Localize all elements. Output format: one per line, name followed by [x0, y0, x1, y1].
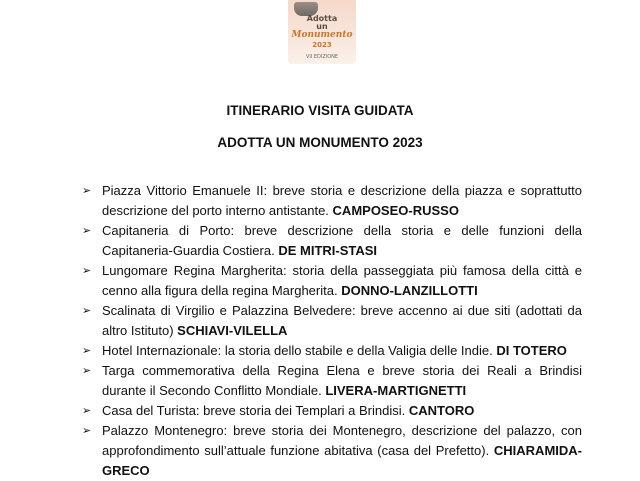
item-authors: DONNO-LANZILLOTTI — [341, 283, 478, 298]
document-title: ITINERARIO VISITA GUIDATA — [226, 103, 414, 118]
item-text: Lungomare Regina Margherita: storia della passeggiata più famosa della città e cenno alla figura della regina Margherita. — [102, 263, 582, 298]
item-text: Targa commemorativa della Regina Elena e breve storia dei Reali a Brindisi durante il Secondo Conflitto Mondiale. — [102, 363, 582, 398]
logo-line-1: Adotta — [306, 14, 338, 23]
logo-edition: VII EDIZIONE — [305, 54, 339, 60]
arrow-bullet-icon: ➢ — [82, 425, 92, 437]
logo-year: 2023 — [312, 41, 332, 49]
item-text: Capitaneria di Porto: breve descrizione della storia e delle funzioni della Capitaneria-Guardia Costiera. — [102, 223, 582, 258]
arrow-bullet-icon: ➢ — [82, 225, 92, 237]
arrow-bullet-icon: ➢ — [82, 365, 92, 377]
item-authors: LIVERA-MARTIGNETTI — [325, 383, 467, 398]
adotta-un-monumento-logo — [288, 0, 356, 64]
item-authors: SCHIAVI-VILELLA — [177, 323, 288, 338]
list-item — [82, 221, 582, 261]
list-item — [82, 421, 582, 481]
item-authors: DE MITRI-STASI — [278, 243, 378, 258]
item-text: Piazza Vittorio Emanuele II: breve storia e descrizione della piazza e soprattutto descrizione del porto interno antistante. — [102, 183, 582, 218]
item-text: Scalinata di Virgilio e Palazzina Belvedere: breve accenno ai due siti (adottati da altro Istituto) — [102, 303, 582, 338]
arrow-bullet-icon: ➢ — [82, 345, 92, 357]
list-item — [82, 261, 582, 301]
document-subtitle: ADOTTA UN MONUMENTO 2023 — [217, 135, 423, 150]
list-item — [82, 361, 582, 401]
itinerary-list — [82, 181, 582, 481]
list-item — [82, 301, 582, 341]
arrow-bullet-icon: ➢ — [82, 185, 92, 197]
list-item — [82, 181, 582, 221]
list-item — [82, 401, 582, 421]
arrow-bullet-icon: ➢ — [82, 265, 92, 277]
item-text: Hotel Internazionale: la storia dello stabile e della Valigia delle Indie. — [102, 343, 493, 358]
item-text: Palazzo Montenegro: breve storia dei Montenegro, descrizione del palazzo, con approfondimento sull’attuale funzione abitativa (casa del Prefetto). — [102, 423, 582, 458]
list-item — [82, 341, 582, 361]
item-authors: CHIARAMIDA-GRECO — [102, 443, 582, 478]
item-authors: CANTORO — [408, 403, 475, 418]
arrow-bullet-icon: ➢ — [82, 405, 92, 417]
item-authors: DI TOTERO — [496, 343, 567, 358]
item-text: Casa del Turista: breve storia dei Templari a Brindisi. — [102, 403, 406, 418]
arrow-bullet-icon: ➢ — [82, 305, 92, 317]
logo-line-2: un — [316, 22, 328, 31]
logo-line-3: Monumento — [291, 30, 353, 40]
item-authors: CAMPOSEO-RUSSO — [332, 203, 459, 218]
